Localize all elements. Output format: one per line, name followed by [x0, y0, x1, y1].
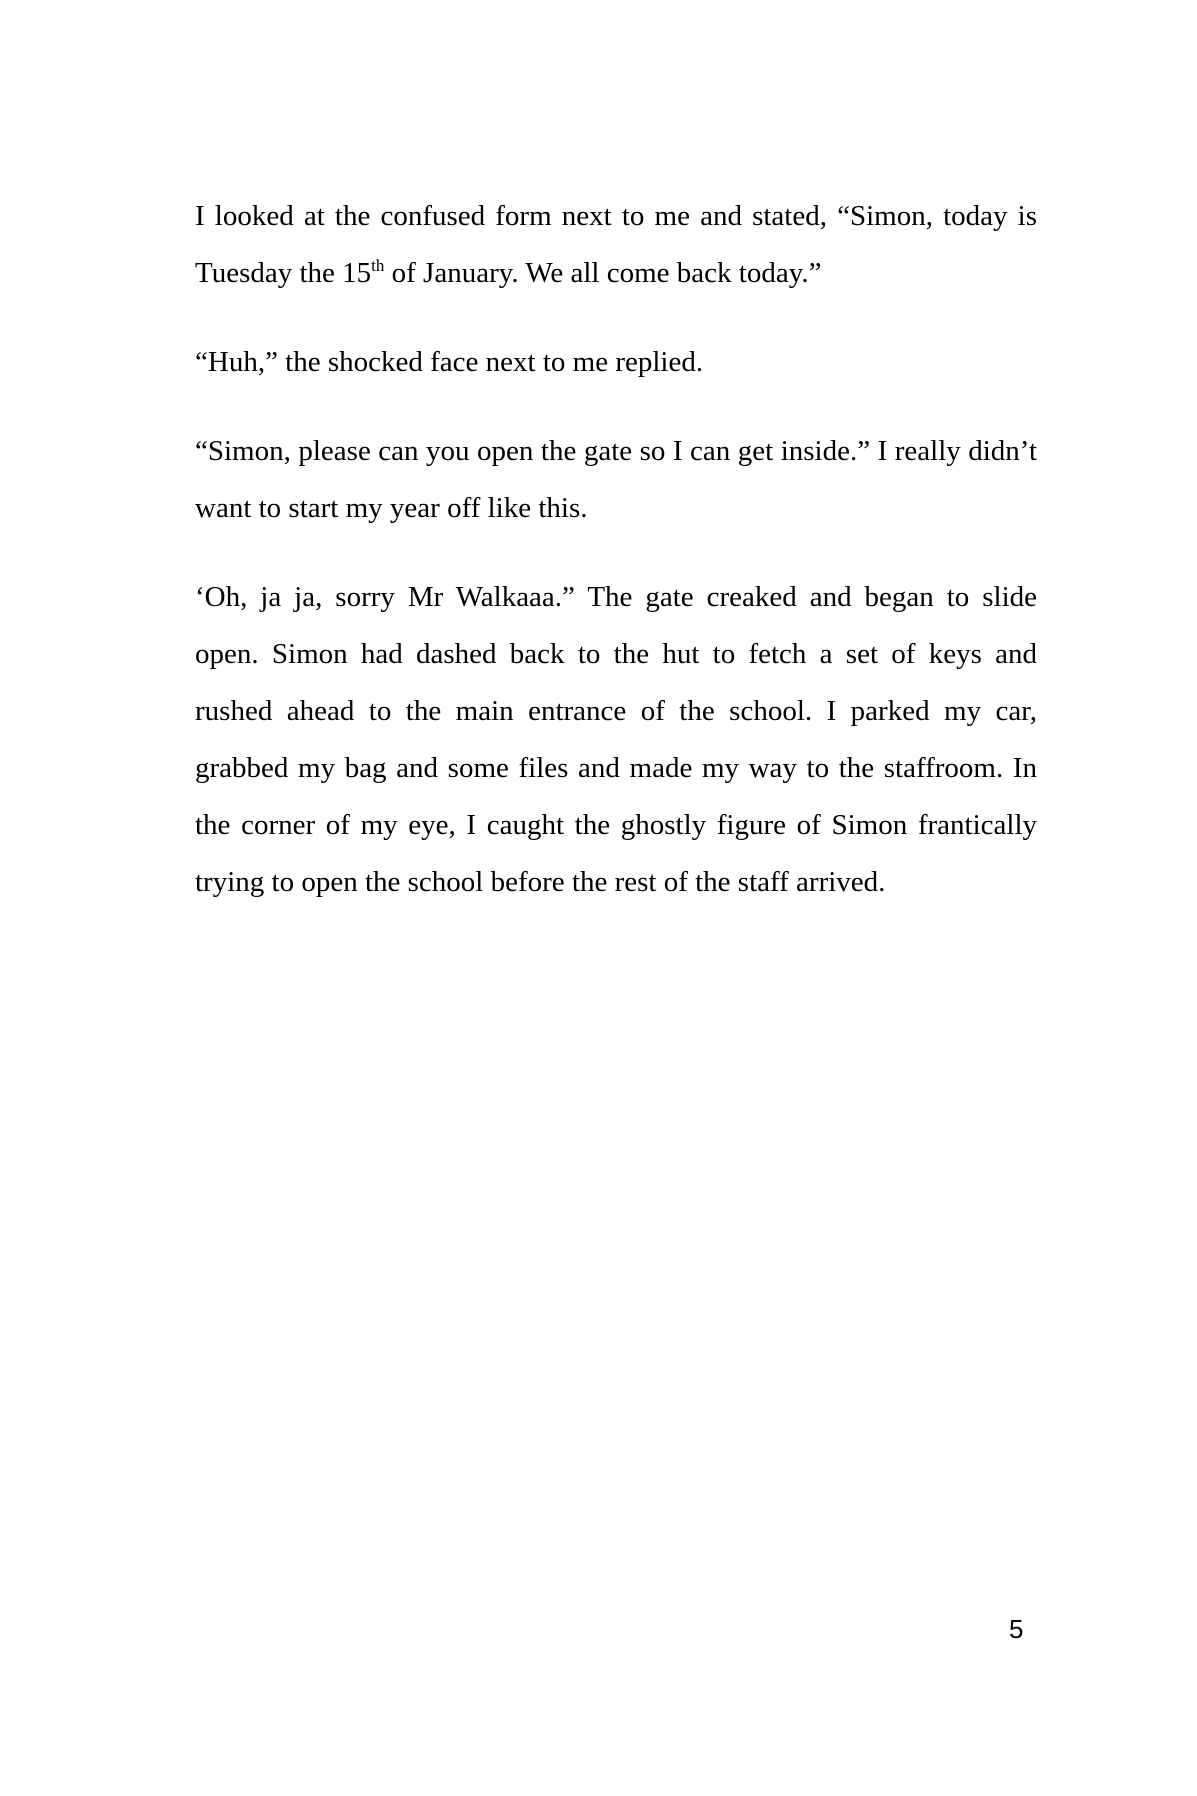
paragraph-2: “Huh,” the shocked face next to me replied. [195, 346, 704, 378]
paragraph-1-text: I looked at the confused form next to me and stated, “Simon, today is Tuesday the 15 [195, 200, 1037, 289]
page-number: 5 [1009, 1614, 1024, 1644]
paragraph-1-text-end: of January. We all come back today.” [384, 257, 822, 289]
body-text [195, 188, 1037, 911]
paragraph-1 [195, 188, 1037, 302]
ordinal-suffix: th [371, 256, 385, 275]
paragraph-3: “Simon, please can you open the gate so I can get inside.” I really didn’t want to start my year off like this. [195, 435, 1037, 524]
paragraph-4: ‘Oh, ja ja, sorry Mr Walkaaa.” The gate creaked and began to slide open. Simon had dashed back to the hut to fetch a set of keys and rushed ahead to the main entrance of the school. I parked my car, grabbed my bag and some files and made my way to the staffroom. In the corner of my eye, I caught the ghostly figure of Simon frantically trying to open the school before the rest of the staff arrived. [195, 581, 1037, 898]
